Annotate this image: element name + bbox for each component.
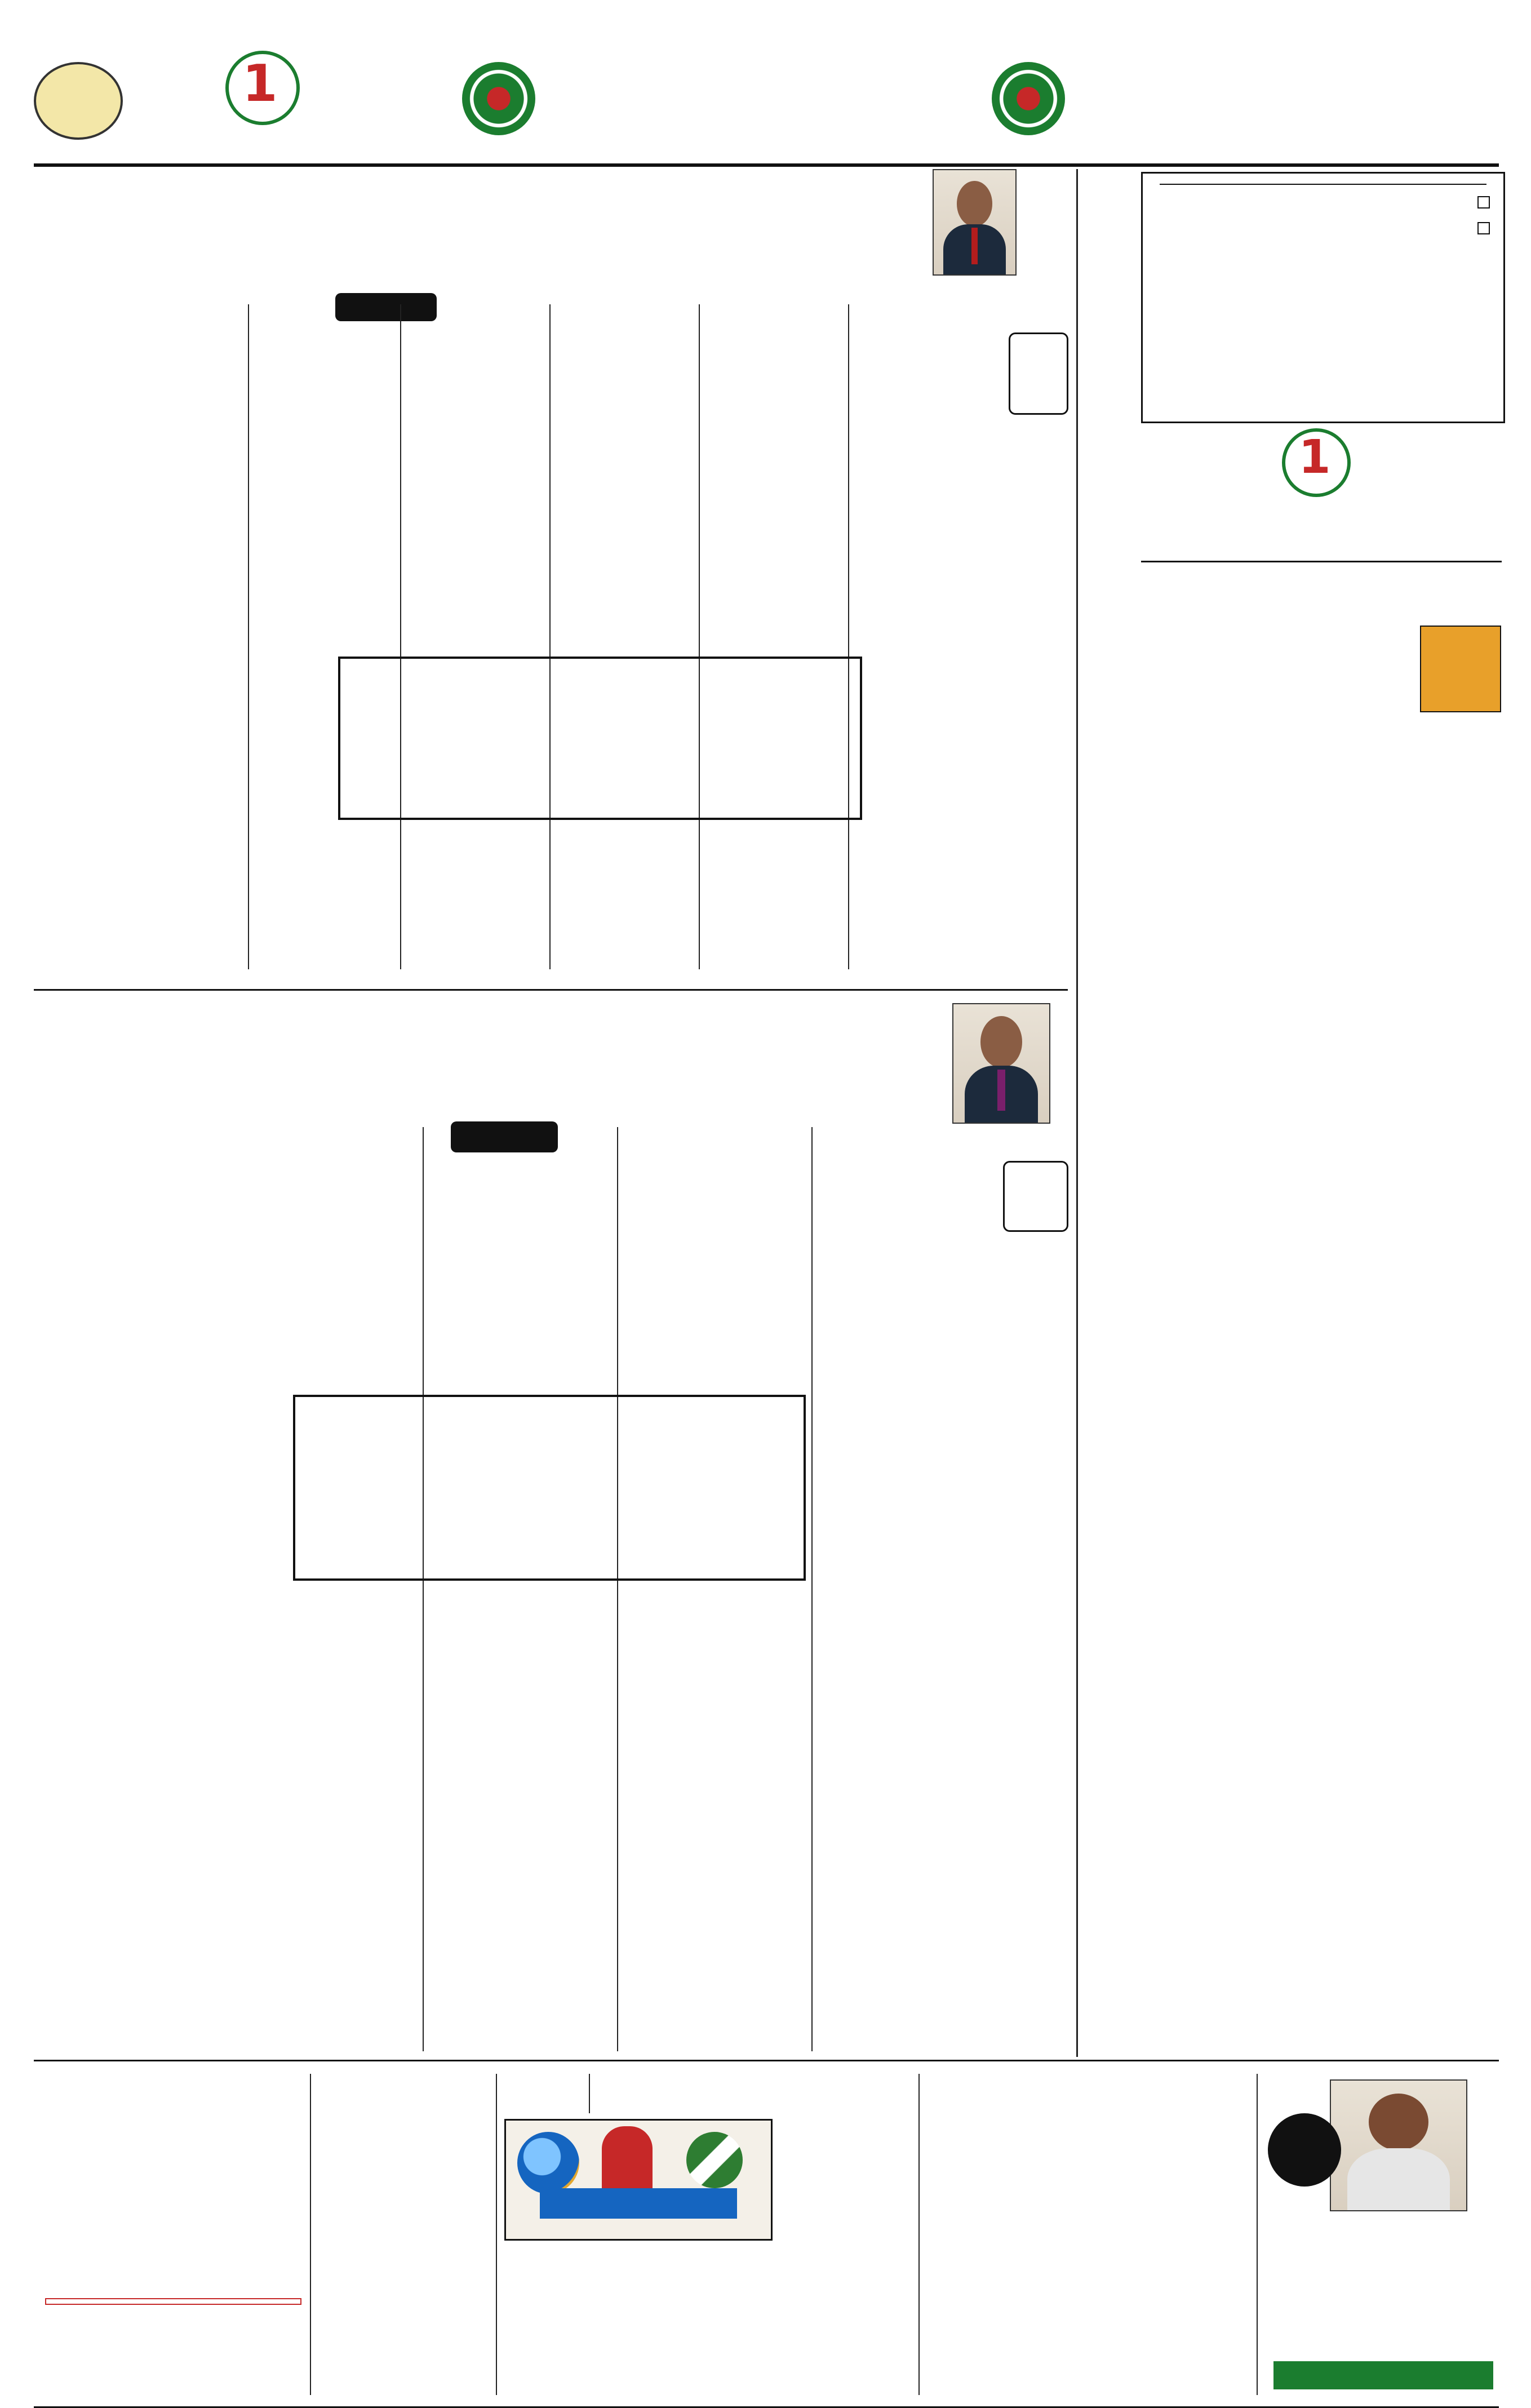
article1-col-bottom-left (254, 828, 394, 969)
article2-section-tag (451, 1121, 558, 1152)
aqwal-box (1141, 172, 1505, 423)
article2-col3-lower (431, 1589, 609, 2051)
editorial-tag (1420, 626, 1501, 712)
article1-divider (400, 304, 401, 969)
aaina-section (1268, 2079, 1499, 2401)
article2-pull-quote (293, 1395, 806, 1581)
article1-col1 (854, 304, 1006, 981)
letters-divider (496, 2074, 497, 2395)
letters-divider (310, 2074, 311, 2395)
logo-one: 1 (242, 54, 278, 113)
editorial-body-cont (1141, 721, 1502, 2017)
letter-3 (45, 2074, 301, 2401)
article2-divider (617, 1127, 618, 2051)
article2-author-photo (952, 1003, 1050, 1124)
checkbox-icon (1477, 196, 1490, 209)
article1-col-bottom (406, 828, 840, 969)
article2-bottom-rule (34, 2060, 1499, 2061)
sidebar-logo (1141, 428, 1502, 558)
article2-col3 (431, 1161, 609, 1386)
aaina-label-badge (1268, 2113, 1341, 2187)
article1-bottom-rule (34, 989, 1068, 991)
letter-1 (930, 2074, 1248, 2401)
aaina-poet-photo (1330, 2079, 1467, 2211)
masthead (34, 39, 1499, 180)
aqwal-author (1160, 184, 1486, 189)
checkbox-icon (1477, 222, 1490, 234)
letter-2-cont (504, 2249, 769, 2395)
article1-author-photo (933, 169, 1017, 276)
article2-drop-tag-box (1003, 1161, 1068, 1232)
article1-col2 (704, 304, 842, 654)
article2-divider (811, 1127, 813, 2051)
article2-col1 (820, 1161, 997, 2051)
emblem-right (992, 62, 1065, 135)
article1-divider (248, 304, 249, 969)
article1-col6 (45, 304, 242, 597)
aqwal-item (1156, 193, 1490, 215)
sidebar-logo-en (1164, 535, 1479, 547)
letterbox-icon (602, 2126, 653, 2194)
sidebar-logo-one: 1 (1298, 431, 1331, 484)
aaina-poet (1273, 2361, 1493, 2389)
sidebar-divider (1076, 169, 1078, 2057)
article1-col4 (406, 327, 544, 654)
article1-hali-tag-box (1009, 332, 1068, 415)
aqwal-item (1156, 219, 1490, 241)
editorial-body (1141, 626, 1412, 716)
letter-1-body (930, 2079, 1248, 2305)
article2-col2-lower (625, 1589, 803, 2051)
article1-pull-quote (338, 657, 862, 820)
masthead-logo (141, 51, 423, 163)
letter-3-body (45, 2074, 301, 2294)
letters-divider (589, 2074, 590, 2113)
letters-banner-title (540, 2188, 737, 2219)
letters-banner (504, 2119, 773, 2241)
letters-divider (918, 2074, 920, 2395)
letters-divider (1257, 2074, 1258, 2395)
article2-divider (423, 1127, 424, 2051)
ie-icon (517, 2132, 579, 2194)
article1-col3 (555, 304, 693, 654)
masthead-rule (34, 163, 1499, 167)
sidebar-logo-rule (1141, 561, 1502, 562)
article1-poem (45, 603, 242, 919)
letter-mid-col (318, 2074, 493, 2395)
emblem-left (462, 62, 535, 135)
letters-notice (45, 2298, 301, 2305)
article1-divider (848, 304, 849, 969)
article2-col2 (625, 1127, 803, 1386)
page-number-badge (34, 62, 123, 140)
quill-icon (686, 2132, 743, 2188)
aaina-verse (1268, 2220, 1499, 2356)
